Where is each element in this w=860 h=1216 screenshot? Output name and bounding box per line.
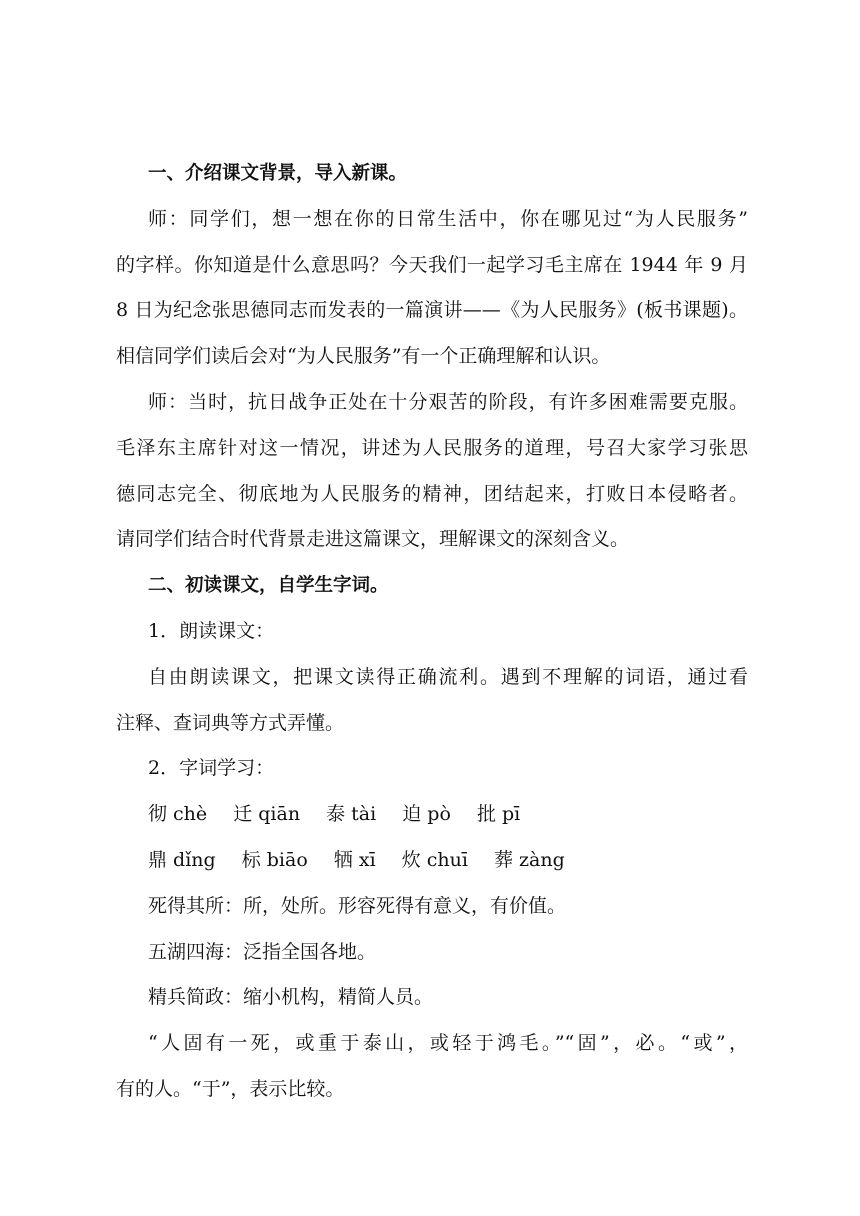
section-heading-1: 一、介绍课文背景，导入新课。	[148, 163, 408, 184]
paragraph-line: 毛泽东主席针对这一情况，讲述为人民服务的道理，号召大家学习张思	[116, 436, 748, 459]
item-title-vocab: 2．字词学习：	[148, 757, 275, 780]
document-body	[116, 151, 748, 1113]
vocab-entry: 迫 pò	[402, 803, 451, 826]
vocab-entry: 泰 tài	[326, 803, 377, 826]
paragraph-reading	[116, 655, 748, 747]
vocab-entry: 批 pī	[476, 803, 521, 826]
section-heading-2: 二、初读课文，自学生字词。	[148, 575, 389, 597]
paragraph-line: 请同学们结合时代背景走进这篇课文，理解课文的深刻含义。	[116, 528, 630, 551]
vocab-entry: 牺 xī	[333, 848, 376, 871]
paragraph-line: 自由朗读课文，把课文读得正确流利。遇到不理解的词语，通过看	[148, 665, 748, 688]
vocab-row	[116, 838, 748, 884]
definition-line: 五湖四海：泛指全国各地。	[148, 940, 377, 963]
vocab-entry: 迁 qiān	[233, 803, 301, 826]
item-title-reading: 1．朗读课文：	[148, 619, 275, 642]
vocab-entry: 葬 zàng	[494, 848, 565, 871]
paragraph-line: 的字样。你知道是什么意思吗？今天我们一起学习毛主席在 1944 年 9 月	[116, 253, 748, 276]
paragraph-line: “人固有一死，或重于泰山，或轻于鸿毛。”“固”，必。“或”，	[148, 1032, 748, 1055]
definition-line: 精兵简政：缩小机构，精简人员。	[148, 986, 434, 1009]
paragraph-line: 注释、查词典等方式弄懂。	[116, 711, 345, 734]
vocab-entry: 彻 chè	[148, 803, 208, 826]
vocab-row	[116, 792, 748, 838]
vocab-entry: 鼎 dǐng	[148, 848, 216, 871]
paragraph-line: 8 日为纪念张思德同志而发表的一篇演讲——《为人民服务》(板书课题)。	[116, 299, 748, 322]
quote-explanation	[116, 1021, 748, 1113]
paragraph-intro	[116, 197, 748, 380]
paragraph-line: 师：同学们，想一想在你的日常生活中，你在哪见过“为人民服务”	[148, 207, 748, 230]
vocab-entry: 炊 chuī	[401, 848, 468, 871]
paragraph-line: 德同志完全、彻底地为人民服务的精神，团结起来，打败日本侵略者。	[116, 482, 748, 505]
paragraph-line: 相信同学们读后会对“为人民服务”有一个正确理解和认识。	[116, 345, 611, 368]
paragraph-line: 有的人。“于”，表示比较。	[116, 1077, 345, 1100]
definition-line: 死得其所：所，处所。形容死得有意义，有价值。	[148, 894, 567, 917]
paragraph-line: 师：当时，抗日战争正处在十分艰苦的阶段，有许多困难需要克服。	[148, 390, 748, 413]
vocab-entry: 标 biāo	[241, 848, 308, 871]
paragraph-background	[116, 380, 748, 563]
